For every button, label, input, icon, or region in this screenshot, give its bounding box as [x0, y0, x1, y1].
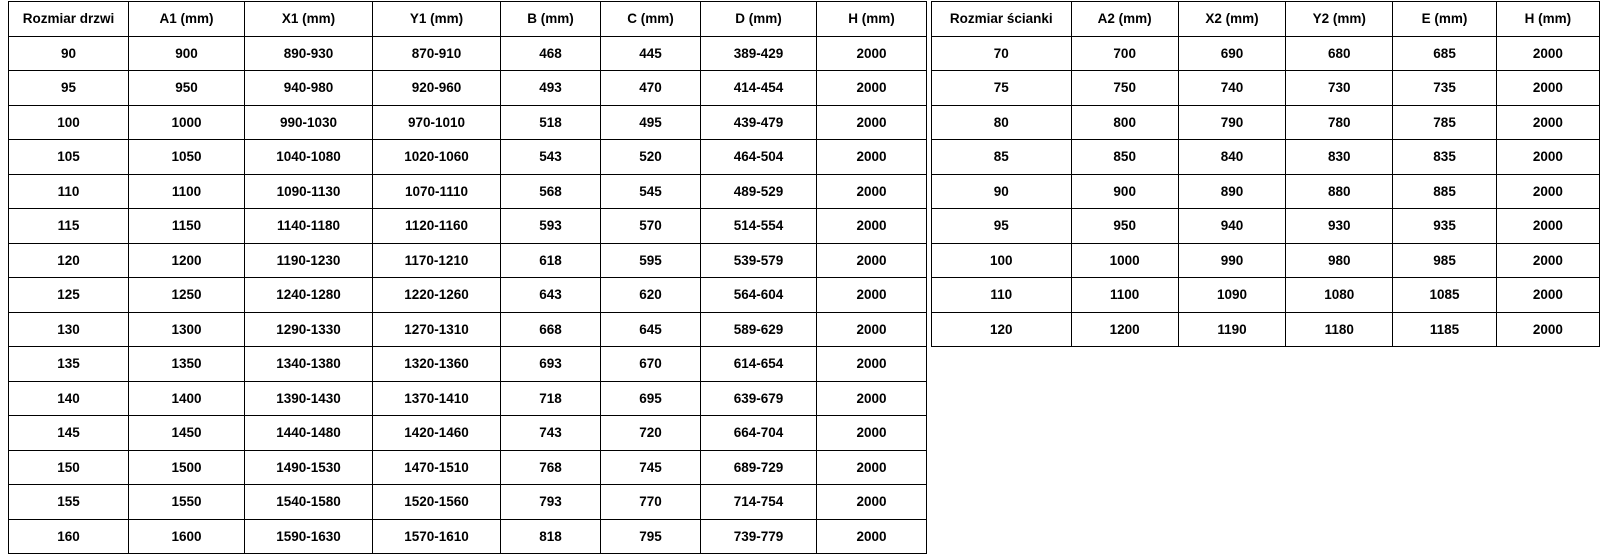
door-size-table-body — [9, 36, 927, 554]
column-header: Rozmiar drzwi — [9, 2, 129, 37]
table-row — [932, 36, 1600, 71]
table-cell: 950 — [1071, 209, 1178, 244]
table-cell: 1070-1110 — [373, 174, 501, 209]
table-cell: 900 — [1071, 174, 1178, 209]
table-cell: 2000 — [817, 347, 927, 382]
table-cell: 714-754 — [701, 485, 817, 520]
table-cell: 2000 — [1496, 71, 1599, 106]
table-cell: 2000 — [817, 278, 927, 313]
table-cell: 685 — [1393, 36, 1496, 71]
table-cell: 1040-1080 — [245, 140, 373, 175]
table-cell: 589-629 — [701, 312, 817, 347]
column-header: Y2 (mm) — [1286, 2, 1393, 37]
table-cell: 2000 — [817, 174, 927, 209]
table-cell: 668 — [501, 312, 601, 347]
table-cell: 2000 — [817, 71, 927, 106]
column-header: A1 (mm) — [129, 2, 245, 37]
table-cell: 930 — [1286, 209, 1393, 244]
table-cell: 1250 — [129, 278, 245, 313]
table-cell: 160 — [9, 519, 129, 554]
table-cell: 100 — [932, 243, 1072, 278]
table-cell: 2000 — [1496, 243, 1599, 278]
table-row — [932, 105, 1600, 140]
table-row — [9, 36, 927, 71]
table-cell: 1170-1210 — [373, 243, 501, 278]
table-cell: 1190-1230 — [245, 243, 373, 278]
table-cell: 1500 — [129, 450, 245, 485]
table-cell: 543 — [501, 140, 601, 175]
table-row — [9, 243, 927, 278]
table-cell: 1350 — [129, 347, 245, 382]
table-row — [932, 71, 1600, 106]
table-row — [9, 209, 927, 244]
table-row — [9, 140, 927, 175]
table-cell: 564-604 — [701, 278, 817, 313]
table-cell: 464-504 — [701, 140, 817, 175]
table-cell: 150 — [9, 450, 129, 485]
table-cell: 900 — [129, 36, 245, 71]
table-cell: 2000 — [1496, 278, 1599, 313]
table-cell: 1590-1630 — [245, 519, 373, 554]
table-cell: 90 — [932, 174, 1072, 209]
table-cell: 1390-1430 — [245, 381, 373, 416]
table-cell: 1290-1330 — [245, 312, 373, 347]
table-cell: 1320-1360 — [373, 347, 501, 382]
table-cell: 518 — [501, 105, 601, 140]
table-cell: 1550 — [129, 485, 245, 520]
table-row — [9, 278, 927, 313]
table-cell: 1090 — [1178, 278, 1285, 313]
table-cell: 414-454 — [701, 71, 817, 106]
table-cell: 1440-1480 — [245, 416, 373, 451]
table-cell: 545 — [601, 174, 701, 209]
table-cell: 2000 — [817, 450, 927, 485]
table-cell: 1270-1310 — [373, 312, 501, 347]
table-cell: 1050 — [129, 140, 245, 175]
table-cell: 1470-1510 — [373, 450, 501, 485]
table-cell: 70 — [932, 36, 1072, 71]
table-cell: 570 — [601, 209, 701, 244]
table-cell: 664-704 — [701, 416, 817, 451]
table-cell: 130 — [9, 312, 129, 347]
table-cell: 2000 — [1496, 36, 1599, 71]
table-cell: 639-679 — [701, 381, 817, 416]
table-cell: 389-429 — [701, 36, 817, 71]
table-header-row — [9, 2, 927, 37]
table-row — [9, 450, 927, 485]
table-cell: 890-930 — [245, 36, 373, 71]
table-cell: 595 — [601, 243, 701, 278]
table-cell: 1120-1160 — [373, 209, 501, 244]
table-cell: 2000 — [817, 381, 927, 416]
table-cell: 620 — [601, 278, 701, 313]
table-cell: 770 — [601, 485, 701, 520]
table-cell: 1180 — [1286, 312, 1393, 347]
table-cell: 1140-1180 — [245, 209, 373, 244]
table-cell: 795 — [601, 519, 701, 554]
column-header: B (mm) — [501, 2, 601, 37]
table-cell: 695 — [601, 381, 701, 416]
table-cell: 2000 — [1496, 105, 1599, 140]
table-row — [932, 243, 1600, 278]
table-cell: 2000 — [817, 105, 927, 140]
table-cell: 1570-1610 — [373, 519, 501, 554]
table-cell: 645 — [601, 312, 701, 347]
table-cell: 940 — [1178, 209, 1285, 244]
table-cell: 1200 — [1071, 312, 1178, 347]
table-cell: 643 — [501, 278, 601, 313]
table-cell: 718 — [501, 381, 601, 416]
table-cell: 2000 — [1496, 209, 1599, 244]
table-cell: 980 — [1286, 243, 1393, 278]
table-cell: 800 — [1071, 105, 1178, 140]
table-cell: 870-910 — [373, 36, 501, 71]
table-cell: 520 — [601, 140, 701, 175]
column-header: X2 (mm) — [1178, 2, 1285, 37]
table-cell: 1340-1380 — [245, 347, 373, 382]
table-cell: 793 — [501, 485, 601, 520]
table-row — [932, 209, 1600, 244]
table-cell: 739-779 — [701, 519, 817, 554]
table-cell: 110 — [9, 174, 129, 209]
table-row — [9, 519, 927, 554]
table-cell: 85 — [932, 140, 1072, 175]
table-cell: 818 — [501, 519, 601, 554]
table-row — [9, 105, 927, 140]
table-cell: 1200 — [129, 243, 245, 278]
table-row — [932, 174, 1600, 209]
table-cell: 680 — [1286, 36, 1393, 71]
wall-size-table — [931, 1, 1600, 347]
table-cell: 830 — [1286, 140, 1393, 175]
table-row — [9, 416, 927, 451]
table-cell: 768 — [501, 450, 601, 485]
table-cell: 1600 — [129, 519, 245, 554]
table-cell: 120 — [932, 312, 1072, 347]
table-cell: 920-960 — [373, 71, 501, 106]
table-cell: 140 — [9, 381, 129, 416]
table-cell: 95 — [932, 209, 1072, 244]
table-cell: 1540-1580 — [245, 485, 373, 520]
table-cell: 80 — [932, 105, 1072, 140]
table-cell: 670 — [601, 347, 701, 382]
table-cell: 1220-1260 — [373, 278, 501, 313]
table-cell: 2000 — [817, 485, 927, 520]
column-header: X1 (mm) — [245, 2, 373, 37]
table-row — [9, 174, 927, 209]
table-cell: 120 — [9, 243, 129, 278]
table-cell: 115 — [9, 209, 129, 244]
table-cell: 743 — [501, 416, 601, 451]
table-cell: 1100 — [1071, 278, 1178, 313]
table-cell: 568 — [501, 174, 601, 209]
table-cell: 614-654 — [701, 347, 817, 382]
table-row — [932, 140, 1600, 175]
table-cell: 1020-1060 — [373, 140, 501, 175]
table-cell: 990-1030 — [245, 105, 373, 140]
table-cell: 1400 — [129, 381, 245, 416]
table-cell: 835 — [1393, 140, 1496, 175]
column-header: C (mm) — [601, 2, 701, 37]
table-cell: 2000 — [817, 209, 927, 244]
table-cell: 539-579 — [701, 243, 817, 278]
table-row — [932, 312, 1600, 347]
column-header: Y1 (mm) — [373, 2, 501, 37]
table-cell: 1490-1530 — [245, 450, 373, 485]
table-cell: 489-529 — [701, 174, 817, 209]
table-cell: 700 — [1071, 36, 1178, 71]
table-cell: 2000 — [817, 519, 927, 554]
table-cell: 1450 — [129, 416, 245, 451]
table-row — [9, 381, 927, 416]
table-cell: 940-980 — [245, 71, 373, 106]
table-cell: 780 — [1286, 105, 1393, 140]
table-cell: 840 — [1178, 140, 1285, 175]
table-cell: 885 — [1393, 174, 1496, 209]
table-cell: 1370-1410 — [373, 381, 501, 416]
table-cell: 75 — [932, 71, 1072, 106]
door-size-table-header — [9, 2, 927, 37]
table-cell: 1190 — [1178, 312, 1285, 347]
table-cell: 990 — [1178, 243, 1285, 278]
table-cell: 730 — [1286, 71, 1393, 106]
table-cell: 745 — [601, 450, 701, 485]
table-cell: 105 — [9, 140, 129, 175]
table-row — [9, 312, 927, 347]
table-header-row — [932, 2, 1600, 37]
table-cell: 439-479 — [701, 105, 817, 140]
table-cell: 2000 — [817, 243, 927, 278]
table-cell: 1420-1460 — [373, 416, 501, 451]
table-cell: 1150 — [129, 209, 245, 244]
column-header: E (mm) — [1393, 2, 1496, 37]
column-header: A2 (mm) — [1071, 2, 1178, 37]
table-cell: 935 — [1393, 209, 1496, 244]
table-cell: 970-1010 — [373, 105, 501, 140]
table-cell: 720 — [601, 416, 701, 451]
table-cell: 1090-1130 — [245, 174, 373, 209]
table-cell: 2000 — [1496, 140, 1599, 175]
table-cell: 690 — [1178, 36, 1285, 71]
table-cell: 2000 — [817, 312, 927, 347]
table-cell: 1185 — [1393, 312, 1496, 347]
table-row — [932, 278, 1600, 313]
table-cell: 445 — [601, 36, 701, 71]
table-cell: 155 — [9, 485, 129, 520]
table-cell: 2000 — [817, 140, 927, 175]
table-cell: 593 — [501, 209, 601, 244]
door-size-table — [8, 1, 927, 554]
table-cell: 514-554 — [701, 209, 817, 244]
column-header: D (mm) — [701, 2, 817, 37]
table-cell: 1000 — [1071, 243, 1178, 278]
table-cell: 1080 — [1286, 278, 1393, 313]
table-cell: 2000 — [1496, 174, 1599, 209]
table-cell: 125 — [9, 278, 129, 313]
table-cell: 689-729 — [701, 450, 817, 485]
table-cell: 110 — [932, 278, 1072, 313]
table-cell: 880 — [1286, 174, 1393, 209]
table-cell: 2000 — [817, 416, 927, 451]
table-cell: 740 — [1178, 71, 1285, 106]
table-cell: 618 — [501, 243, 601, 278]
table-row — [9, 347, 927, 382]
table-cell: 735 — [1393, 71, 1496, 106]
wall-size-table-header — [932, 2, 1600, 37]
table-cell: 2000 — [1496, 312, 1599, 347]
table-cell: 493 — [501, 71, 601, 106]
table-cell: 1300 — [129, 312, 245, 347]
table-cell: 468 — [501, 36, 601, 71]
table-cell: 785 — [1393, 105, 1496, 140]
table-cell: 100 — [9, 105, 129, 140]
table-cell: 1085 — [1393, 278, 1496, 313]
table-cell: 985 — [1393, 243, 1496, 278]
table-cell: 790 — [1178, 105, 1285, 140]
table-cell: 693 — [501, 347, 601, 382]
table-cell: 1000 — [129, 105, 245, 140]
column-header: Rozmiar ścianki — [932, 2, 1072, 37]
table-cell: 95 — [9, 71, 129, 106]
table-cell: 135 — [9, 347, 129, 382]
table-cell: 890 — [1178, 174, 1285, 209]
table-cell: 470 — [601, 71, 701, 106]
wall-size-table-body — [932, 36, 1600, 347]
table-cell: 2000 — [817, 36, 927, 71]
column-header: H (mm) — [1496, 2, 1599, 37]
column-header: H (mm) — [817, 2, 927, 37]
table-cell: 750 — [1071, 71, 1178, 106]
table-cell: 1240-1280 — [245, 278, 373, 313]
table-cell: 950 — [129, 71, 245, 106]
table-cell: 495 — [601, 105, 701, 140]
table-cell: 850 — [1071, 140, 1178, 175]
table-cell: 1100 — [129, 174, 245, 209]
table-cell: 90 — [9, 36, 129, 71]
table-cell: 1520-1560 — [373, 485, 501, 520]
table-row — [9, 71, 927, 106]
table-cell: 145 — [9, 416, 129, 451]
